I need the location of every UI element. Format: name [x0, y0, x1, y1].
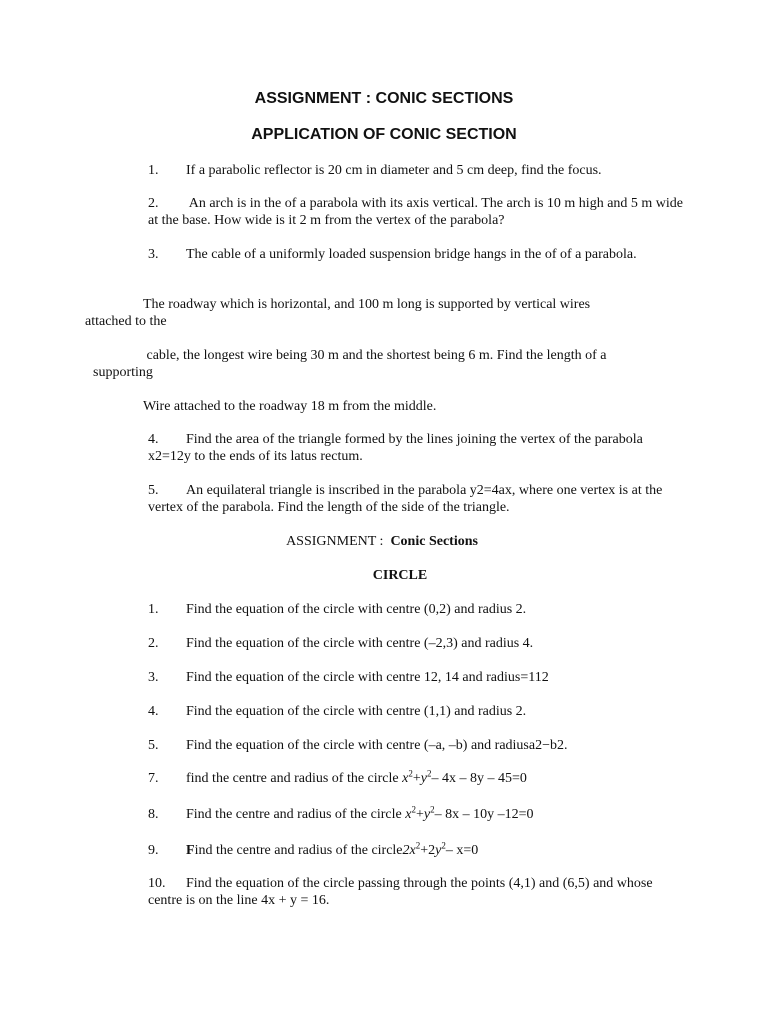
assignment-title-bold: Conic Sections — [386, 534, 478, 549]
equation-operator: +2 — [420, 843, 436, 858]
item-number: 3. — [148, 247, 159, 262]
item-text: Find the equation of the circle passing through the points (4,1) and (6,5) and whose centre is on the line 4x + y = 16. — [148, 876, 653, 908]
equation-var: 2x — [402, 843, 416, 858]
item-text: ind the centre and radius of the circle — [194, 843, 403, 858]
equation-exponent: 2 — [430, 804, 435, 815]
section-title-text: CIRCLE — [372, 568, 428, 583]
paragraph — [143, 398, 703, 415]
item-text: If a parabolic reflector is 20 cm in diameter and 5 cm deep, find the focus. — [186, 163, 602, 178]
list-item — [148, 806, 688, 823]
item-number: 4. — [148, 704, 159, 719]
list-item — [148, 669, 688, 686]
assignment-title: ASSIGNMENT : CONIC SECTIONS — [254, 90, 514, 107]
list-item — [148, 162, 688, 179]
assignment-title-circle — [0, 533, 766, 550]
item-text: An arch is in the of a parabola with its axis vertical. The arch is 10 m high and 5 m wide at the base. How wide is it 2 m from the vertex of the parabola? — [148, 196, 684, 228]
item-text: Find the centre and radius of the circle — [186, 807, 406, 822]
equation-exponent: 2 — [441, 840, 446, 851]
equation-rest: – x=0 — [445, 843, 479, 858]
equation-var: x — [405, 807, 412, 822]
list-item — [148, 842, 688, 859]
paragraph-line: cable, the longest wire being 30 m and the shortest being 6 m. Find the length of a — [143, 348, 607, 363]
section-title-circle — [16, 567, 768, 584]
list-item — [148, 875, 688, 909]
equation-var: x — [402, 771, 409, 786]
item-text: The cable of a uniformly loaded suspension bridge hangs in the of of a parabola. — [186, 247, 637, 262]
paragraph-line: Wire attached to the roadway 18 m from the middle. — [143, 399, 437, 414]
item-number: 2. — [148, 196, 159, 211]
paragraph-line: supporting — [93, 365, 153, 380]
item-number: 1. — [148, 602, 159, 617]
list-item — [148, 431, 688, 465]
item-number: 5. — [148, 483, 159, 498]
equation-rest: – 4x – 8y – 45=0 — [431, 771, 527, 786]
item-text: Find the equation of the circle with centre (–2,3) and radius 4. — [186, 636, 534, 651]
item-text: Find the equation of the circle with centre 12, 14 and radius=112 — [186, 670, 549, 685]
list-item — [148, 601, 688, 618]
assignment-title-prefix: ASSIGNMENT : — [286, 534, 387, 549]
equation-exponent: 2 — [411, 804, 416, 815]
paragraph — [93, 347, 693, 381]
item-number: 2. — [148, 636, 159, 651]
item-number: 3. — [148, 670, 159, 685]
paragraph — [85, 296, 685, 330]
section-title-application: APPLICATION OF CONIC SECTION — [251, 126, 517, 143]
item-text: find the centre and radius of the circle — [186, 771, 403, 786]
item-text-bold: F — [186, 843, 195, 858]
equation-operator: + — [412, 771, 421, 786]
item-number: 10. — [148, 876, 166, 891]
equation-var: y — [420, 771, 427, 786]
item-number: 7. — [148, 771, 159, 786]
item-text: Find the equation of the circle with centre (–a, –b) and radiusa2−b2. — [186, 738, 568, 753]
list-item — [148, 246, 688, 263]
item-text: An equilateral triangle is inscribed in the parabola y2=4ax, where one vertex is at the vertex of the parabola. Find the length of the side of the triangle. — [148, 483, 663, 515]
equation-var: y — [435, 843, 442, 858]
list-item — [148, 195, 688, 229]
item-text: Find the equation of the circle with centre (1,1) and radius 2. — [186, 704, 527, 719]
equation-exponent: 2 — [426, 768, 432, 779]
equation-rest: – 8x – 10y –12=0 — [434, 807, 534, 822]
item-number: 1. — [148, 163, 159, 178]
equation-operator: + — [415, 807, 424, 822]
paragraph-line: The roadway which is horizontal, and 100 m long is supported by vertical wires — [143, 297, 591, 312]
item-number: 4. — [148, 432, 159, 447]
list-item — [148, 482, 688, 516]
equation-var: y — [423, 807, 431, 822]
item-number: 5. — [148, 738, 159, 753]
list-item — [148, 703, 688, 720]
paragraph-line: attached to the — [85, 314, 167, 329]
equation-exponent: 2 — [408, 768, 413, 779]
equation-exponent: 2 — [415, 840, 421, 851]
item-number: 9. — [148, 843, 159, 858]
list-item — [148, 737, 688, 754]
list-item — [148, 770, 688, 787]
list-item — [148, 635, 688, 652]
item-number: 8. — [148, 807, 159, 822]
item-text: Find the area of the triangle formed by the lines joining the vertex of the parabola x2=12y to the ends of its latus rectum. — [148, 432, 643, 464]
item-text: Find the equation of the circle with centre (0,2) and radius 2. — [186, 602, 527, 617]
